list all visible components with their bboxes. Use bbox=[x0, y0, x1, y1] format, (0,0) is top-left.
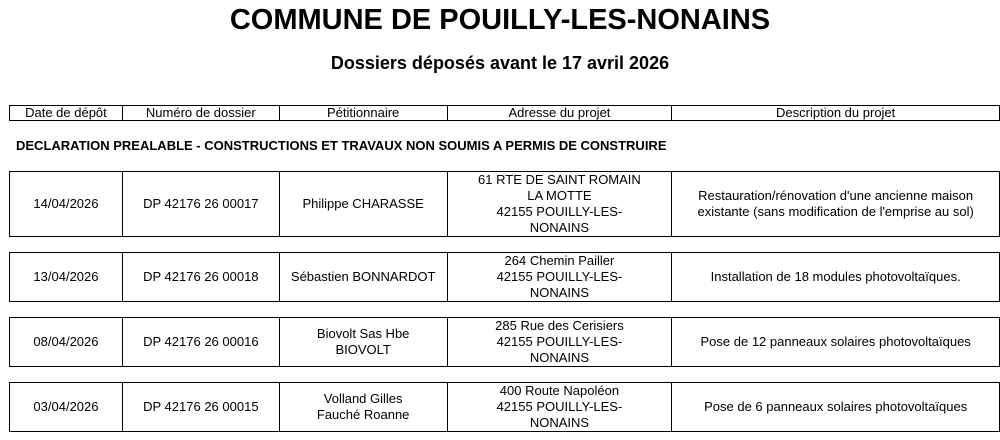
record-date: 03/04/2026 bbox=[10, 383, 123, 432]
adresse-line: 42155 POUILLY-LES- bbox=[496, 399, 623, 414]
adresse-line: NONAINS bbox=[529, 220, 590, 235]
record-date: 14/04/2026 bbox=[10, 172, 123, 237]
adresse-line: 285 Rue des Cerisiers bbox=[495, 318, 624, 333]
record-petitionnaire bbox=[279, 318, 447, 367]
section-heading: DECLARATION PREALABLE - CONSTRUCTIONS ET TRAVAUX NON SOUMIS A PERMIS DE CONSTRUIRE bbox=[16, 138, 667, 153]
record-table bbox=[9, 317, 1000, 367]
record-numero: DP 42176 26 00017 bbox=[122, 172, 279, 237]
record-petitionnaire bbox=[279, 253, 447, 302]
column-header-row bbox=[10, 106, 1000, 121]
record-table bbox=[9, 252, 1000, 302]
adresse-line: NONAINS bbox=[529, 415, 590, 430]
record-row bbox=[10, 318, 1000, 367]
petitionnaire-line: Biovolt Sas Hbe bbox=[316, 326, 410, 341]
column-header-date: Date de dépôt bbox=[10, 106, 123, 121]
petitionnaire-line: Philippe CHARASSE bbox=[302, 196, 424, 211]
adresse-line: 264 Chemin Pailler bbox=[504, 253, 615, 268]
page-title: COMMUNE DE POUILLY-LES-NONAINS bbox=[229, 4, 771, 36]
record-table bbox=[9, 382, 1000, 432]
column-header-table bbox=[9, 105, 1000, 121]
description-line: Pose de 6 panneaux solaires photovoltaïques bbox=[704, 399, 968, 414]
record-description bbox=[672, 318, 1000, 367]
record-numero: DP 42176 26 00016 bbox=[122, 318, 279, 367]
column-header-description: Description du projet bbox=[672, 106, 1000, 121]
adresse-line: NONAINS bbox=[529, 285, 590, 300]
adresse-line: 400 Route Napoléon bbox=[499, 383, 620, 398]
column-header-adresse: Adresse du projet bbox=[447, 106, 672, 121]
record-description bbox=[672, 253, 1000, 302]
column-header-petitionnaire: Pétitionnaire bbox=[279, 106, 447, 121]
adresse-line: 61 RTE DE SAINT ROMAIN bbox=[478, 172, 641, 187]
adresse-line: LA MOTTE bbox=[527, 188, 592, 203]
adresse-line: NONAINS bbox=[529, 350, 590, 365]
record-row bbox=[10, 172, 1000, 237]
petitionnaire-line: Fauché Roanne bbox=[316, 407, 410, 422]
record-adresse bbox=[447, 253, 672, 302]
record-numero: DP 42176 26 00015 bbox=[122, 383, 279, 432]
record-row bbox=[10, 253, 1000, 302]
description-line: Restauration/rénovation d'une ancienne maison bbox=[698, 188, 974, 203]
adresse-line: 42155 POUILLY-LES- bbox=[496, 334, 623, 349]
description-line: Pose de 12 panneaux solaires photovoltaïques bbox=[700, 334, 971, 349]
record-petitionnaire bbox=[279, 383, 447, 432]
record-numero: DP 42176 26 00018 bbox=[122, 253, 279, 302]
record-adresse bbox=[447, 383, 672, 432]
description-line: existante (sans modification de l'emprise au sol) bbox=[697, 204, 974, 219]
record-adresse bbox=[447, 172, 672, 237]
record-row bbox=[10, 383, 1000, 432]
record-date: 08/04/2026 bbox=[10, 318, 123, 367]
description-line: Installation de 18 modules photovoltaïques. bbox=[710, 269, 961, 284]
record-description bbox=[672, 172, 1000, 237]
column-header-numero: Numéro de dossier bbox=[122, 106, 279, 121]
record-description bbox=[672, 383, 1000, 432]
adresse-line: 42155 POUILLY-LES- bbox=[496, 269, 623, 284]
record-table bbox=[9, 171, 1000, 237]
adresse-line: 42155 POUILLY-LES- bbox=[496, 204, 623, 219]
petitionnaire-line: Sébastien BONNARDOT bbox=[290, 269, 436, 284]
petitionnaire-line: Volland Gilles bbox=[323, 391, 403, 406]
petitionnaire-line: BIOVOLT bbox=[335, 342, 391, 357]
page-subtitle: Dossiers déposés avant le 17 avril 2026 bbox=[330, 53, 670, 73]
record-petitionnaire bbox=[279, 172, 447, 237]
record-date: 13/04/2026 bbox=[10, 253, 123, 302]
record-adresse bbox=[447, 318, 672, 367]
